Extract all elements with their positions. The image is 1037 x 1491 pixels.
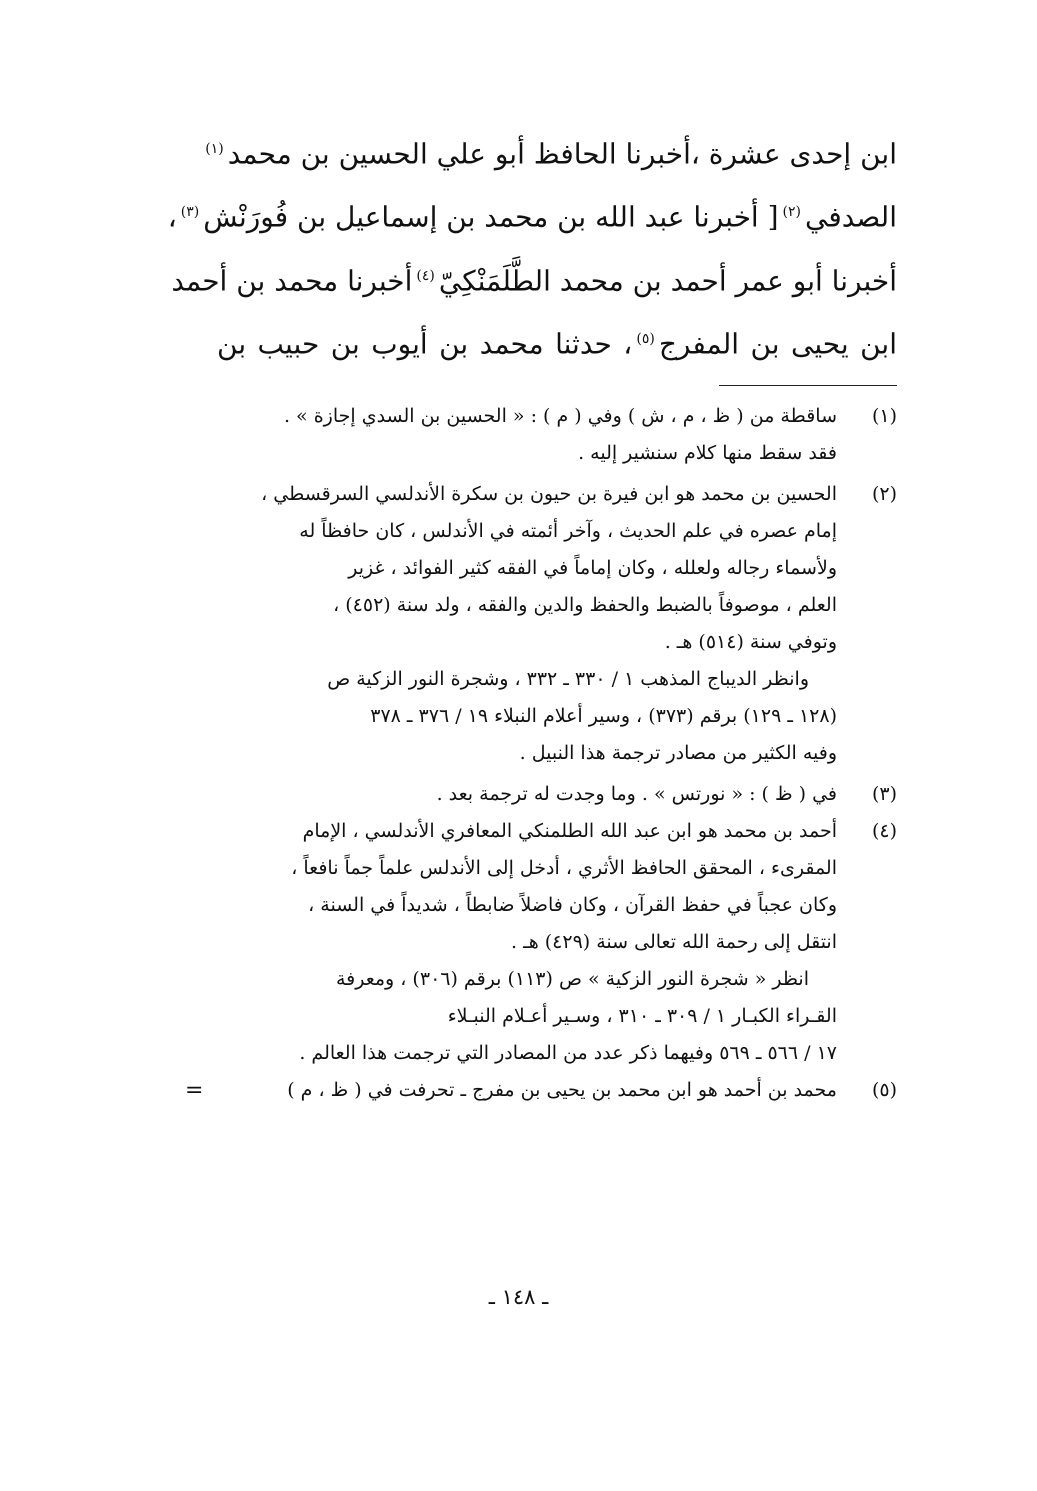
- footnote-line: أحمد بن محمد هو ابن عبد الله الطلمنكي المعافري الأندلسي ، الإمام: [302, 820, 837, 842]
- footnote-number: (١): [871, 405, 897, 427]
- footnote-1: [217, 398, 897, 472]
- footnote-4: [217, 813, 897, 1072]
- footnote-line: إمام عصره في علم الحديث ، وآخر أئمته في الأندلس ، كان حافظاً له: [299, 520, 837, 542]
- footnote-line: وانظر الديباج المذهب ١ / ٣٣٠ ـ ٣٣٢ ، وشجرة النور الزكية ص: [327, 668, 809, 690]
- footnote-line: (١٢٨ ـ ١٢٩) برقم (٣٧٣) ، وسير أعلام النبلاء ١٩ / ٣٧٦ ـ ٣٧٨: [370, 705, 837, 727]
- footnote-3: [217, 776, 897, 813]
- footnote-marker-5[interactable]: (٥): [636, 330, 655, 347]
- footnote-line: وفيه الكثير من مصادر ترجمة هذا النبيل .: [519, 742, 837, 764]
- footnote-line: وكان عجباً في حفظ القرآن ، وكان فاضلاً ضابطاً ، شديداً في السنة ،: [308, 894, 837, 916]
- footnote-marker-3[interactable]: (٣): [180, 204, 200, 221]
- footnote-marker-4[interactable]: (٤): [416, 267, 435, 284]
- footnote-line: محمد بن أحمد هو ابن محمد بن يحيى بن مفرج ـ تحرفت في ( ظ ، م ): [287, 1079, 837, 1101]
- footnote-line: المقرىء ، المحقق الحافظ الأثري ، أدخل إلى الأندلس علماً جماً نافعاً ،: [291, 857, 837, 879]
- footnote-number: (٢): [871, 483, 897, 505]
- main-line-1: ابن إحدى عشرة ،أخبرنا الحافظ أبو علي الحسين بن محمد$^{(١)}$: [205, 137, 897, 171]
- footnote-line: وتوفي سنة (٥١٤) هـ .: [664, 631, 837, 653]
- footnote-marker-2[interactable]: (٢): [782, 204, 801, 221]
- footnote-line: الحسين بن محمد هو ابن فيرة بن حيون بن سكرة الأندلسي السرقسطي ،: [261, 483, 837, 505]
- footnote-number: (٤): [871, 820, 897, 842]
- footnote-line: في ( ظ ) : « نورتس » . وما وجدت له ترجمة بعد .: [436, 783, 837, 805]
- main-line-4: ابن يحيى بن المفرج$^{(٥)}$، حدثنا محمد بن أيوب بن حبيب بن: [217, 327, 897, 361]
- footnote-2: [217, 476, 897, 772]
- footnote-reference-paragraph: [217, 661, 837, 772]
- main-text: [167, 120, 897, 373]
- footnote-line: انتقل إلى رحمة الله تعالى سنة (٤٢٩) هـ .: [511, 931, 837, 953]
- footnote-number: (٥): [871, 1079, 897, 1101]
- page-number: ـ ١٤٨ ـ: [488, 1285, 549, 1309]
- footnote-5: [185, 1072, 897, 1109]
- footnote-line: القـراء الكبـار ١ / ٣٠٩ ـ ٣١٠ ، وسـير أعـلام النبـلاء: [447, 1005, 837, 1027]
- footnote-reference-paragraph: [217, 961, 837, 1072]
- footnotes: [185, 398, 897, 1109]
- main-line-2: الصدفي$^{(٢)}$[ أخبرنا عبد الله بن محمد بن إسماعيل بن فُورَنْش$^{(٣)}$،: [167, 200, 897, 234]
- footnote-line: ١٧ / ٥٦٦ ـ ٥٦٩ وفيهما ذكر عدد من المصادر التي ترجمت هذا العالم .: [299, 1042, 837, 1064]
- footnote-marker-1[interactable]: (١): [205, 141, 224, 157]
- footnote-line: فقد سقط منها كلام سنشير إليه .: [578, 442, 837, 464]
- footnote-line: ولأسماء رجاله ولعلله ، وكان إماماً في الفقه كثير الفوائد ، غزير: [348, 557, 837, 579]
- continuation-mark: =: [185, 1078, 204, 1103]
- footnote-separator: [719, 385, 897, 386]
- footnote-line: العلم ، موصوفاً بالضبط والحفظ والدين والفقه ، ولد سنة (٤٥٢) ،: [333, 594, 837, 616]
- footnote-number: (٣): [871, 783, 897, 805]
- main-line-3: أخبرنا أبو عمر أحمد بن محمد الطَّلَمَنْكِيّ$^{(٤)}$أخبرنا محمد بن أحمد: [171, 263, 897, 297]
- footnote-line: ساقطة من ( ظ ، م ، ش ) وفي ( م ) : « الحسين بن السدي إجازة » .: [283, 405, 837, 427]
- footnote-line: انظر « شجرة النور الزكية » ص (١١٣) برقم (٣٠٦) ، ومعرفة: [335, 968, 809, 990]
